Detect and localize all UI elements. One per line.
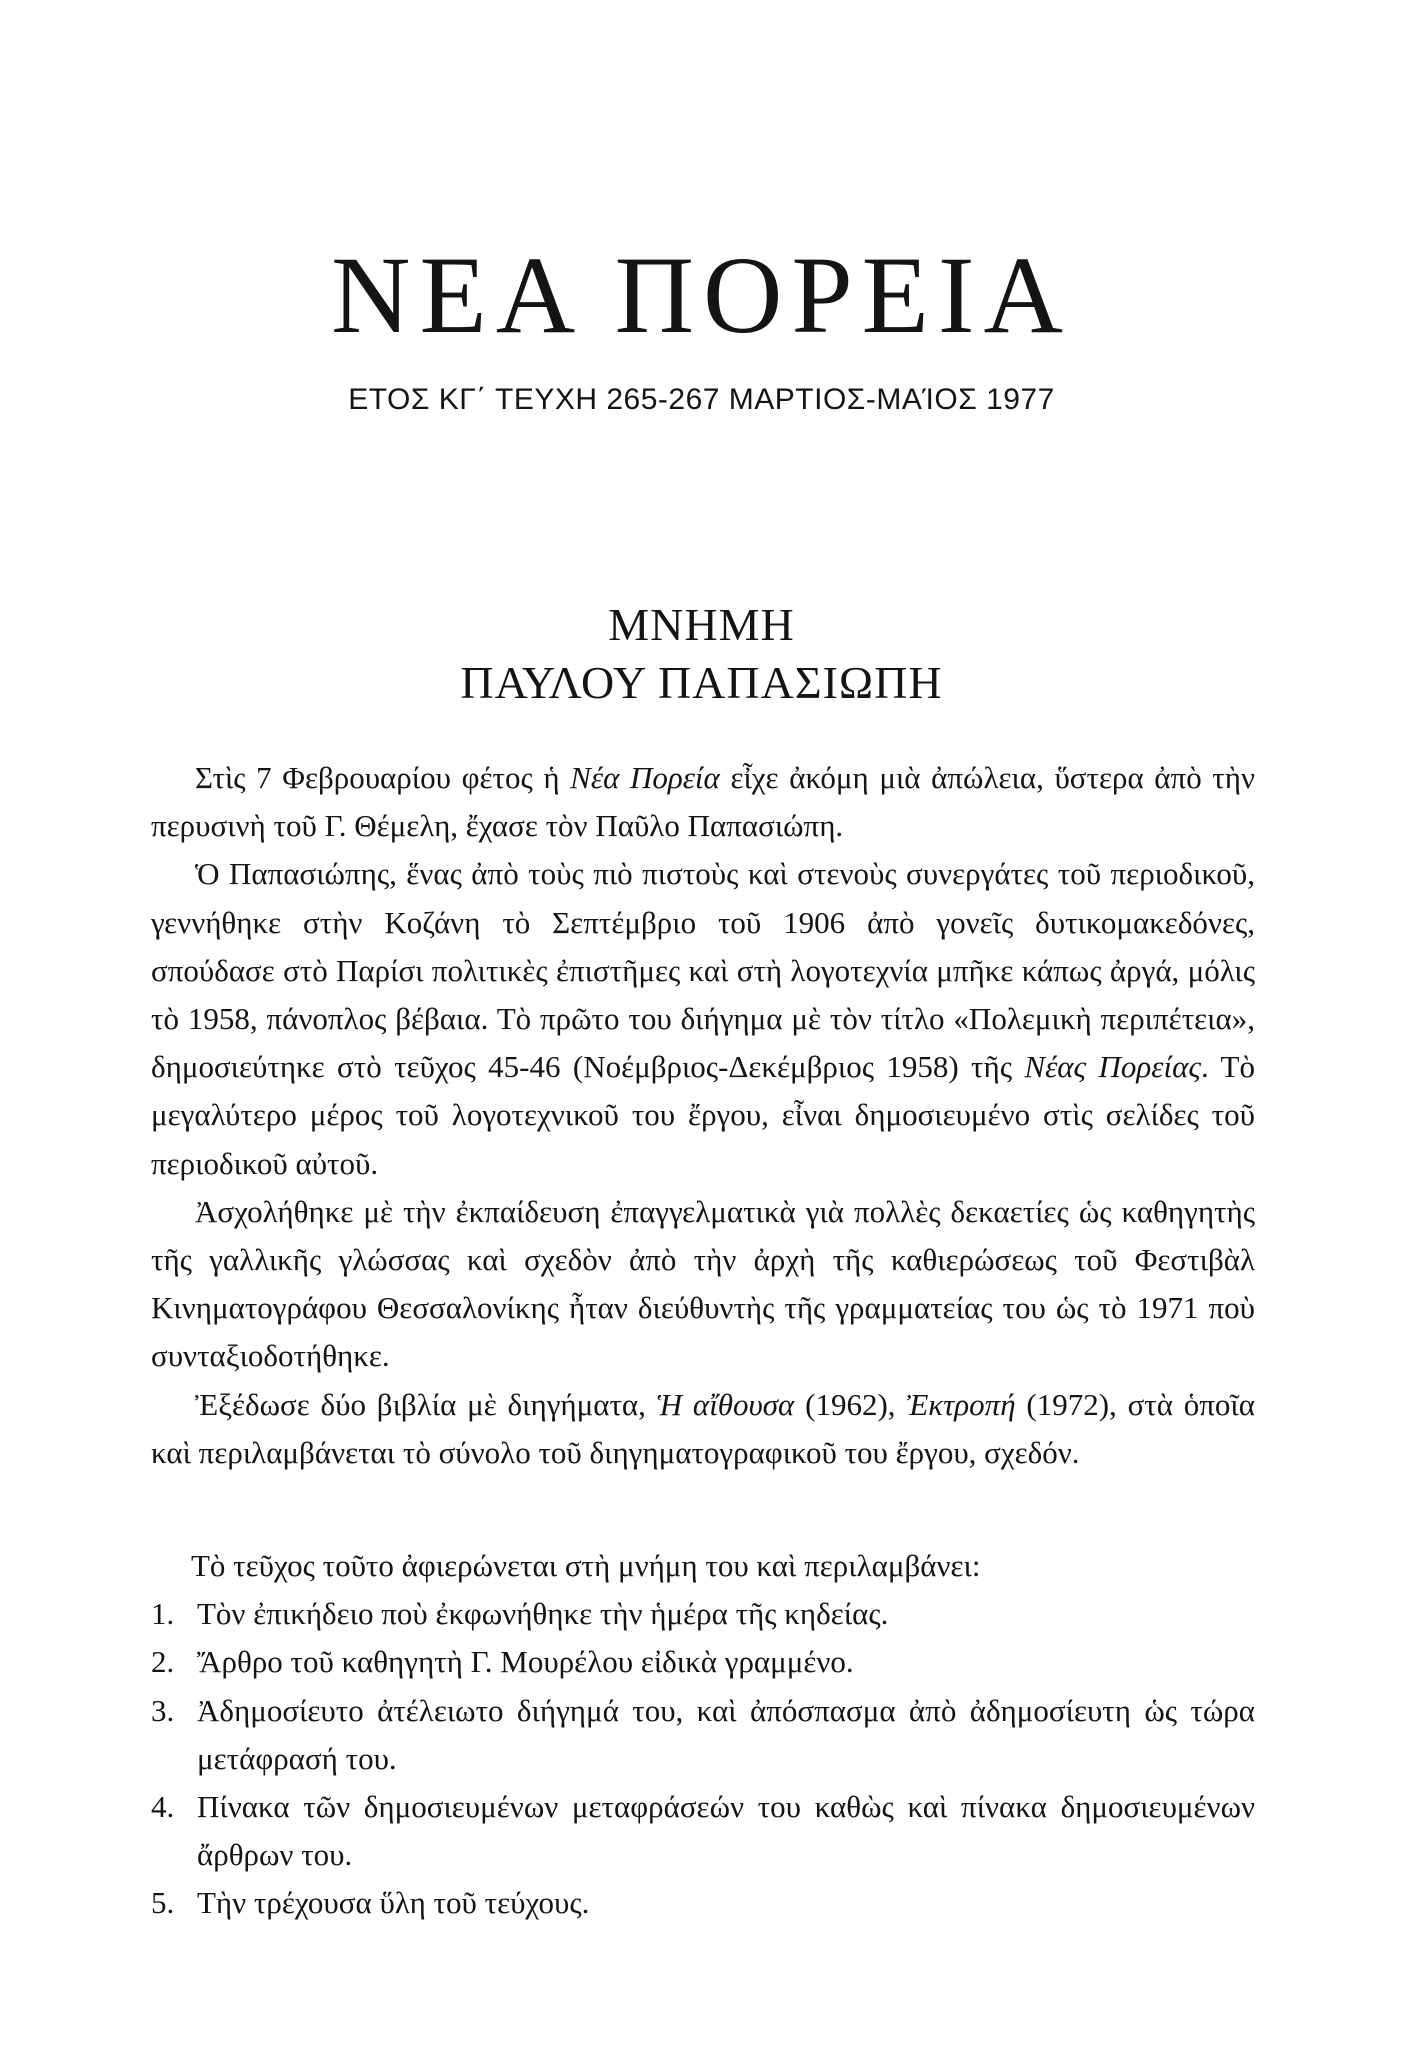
list-item-text: Τὸν ἐπικήδειο ποὺ ἐκφωνήθηκε τὴν ἡμέρα τῆς κηδείας.: [197, 1596, 889, 1632]
paragraph-1: [151, 754, 1255, 850]
memorial-heading-line-1: ΜΝΗΜΗ: [608, 599, 795, 650]
journal-name-italic: Νέα Πορεία: [570, 760, 720, 795]
contents-intro: Τὸ τεῦχος τοῦτο ἀφιερώνεται στὴ μνήμη του καὶ περιλαμβάνει:: [191, 1548, 981, 1583]
journal-title: ΝΕΑ ΠΟΡΕΙΑ: [331, 234, 1072, 356]
list-item: [151, 1879, 1255, 1927]
list-item-text: Πίνακα τῶν δημοσιευμένων μεταφράσεών του καθὼς καὶ πίνακα δημοσιευμένων ἄρθρων του.: [197, 1789, 1255, 1873]
list-item: [151, 1687, 1255, 1783]
paragraph-3: Ἀσχολήθηκε μὲ τὴν ἐκπαίδευση ἐπαγγελματικὰ γιὰ πολλὲς δεκαετίες ὡς καθηγητὴς τῆς γαλλικῆς γλώσσας καὶ σχεδὸν ἀπὸ τὴν ἀρχὴ τῆς καθιερώσεως τοῦ Φεστιβὰλ Κινηματογράφου Θεσσαλονίκης ἦταν διεύθυντὴς τῆς γραμματείας του ὡς τὸ 1971 ποὺ συνταξιοδοτήθηκε.: [151, 1193, 1255, 1374]
list-item-number: 2.: [151, 1644, 175, 1680]
list-item: [151, 1590, 1255, 1638]
contents-section: [151, 1542, 1255, 1928]
journal-name-italic: Νέας Πορείας: [1024, 1049, 1201, 1085]
book-title-italic: Ἐκτροπή: [906, 1386, 1016, 1422]
paragraph-4-text-c: (1962),: [794, 1386, 907, 1422]
book-title-italic: Ἡ αἴθουσα: [656, 1386, 795, 1422]
list-item-text: Τὴν τρέχουσα ὕλη τοῦ τεύχους.: [197, 1885, 590, 1921]
issue-info: ΕΤΟΣ ΚΓ΄ ΤΕΥΧΗ 265-267 ΜΑΡΤΙΟΣ-ΜΑΊΟΣ 1977: [348, 383, 1055, 416]
paragraph-4: [151, 1381, 1255, 1477]
paragraph-1-text-c: εἶχε ἀκόμη μιὰ ἀπώλεια, ὕστερα ἀπὸ τὴν περυσινὴ τοῦ Γ. Θέμελη, ἔχασε τὸν Παῦλο Παπασιώπη.: [151, 760, 1255, 844]
contents-list: [151, 1590, 1255, 1927]
list-item-number: 3.: [151, 1692, 175, 1728]
paragraph-1-text-a: Στὶς 7 Φεβρουαρίου φέτος ἡ: [195, 760, 571, 795]
memorial-heading-line-2: ΠΑΥΛΟΥ ΠΑΠΑΣΙΩΠΗ: [460, 657, 943, 708]
list-item: [151, 1638, 1255, 1686]
list-item-number: 4.: [151, 1789, 175, 1825]
list-item-number: 5.: [151, 1885, 175, 1921]
paragraph-2-text-c: . Τὸ μεγαλύτερο μέρος τοῦ λογοτεχνικοῦ του ἔργου, εἶναι δημοσιευμένο στὶς σελίδες τοῦ περιοδικοῦ αὐτοῦ.: [151, 1049, 1255, 1181]
list-item: [151, 1783, 1255, 1879]
list-item-number: 1.: [151, 1596, 175, 1632]
article-body: [151, 754, 1255, 1477]
paragraph-4-text-e: (1972), στὰ ὁποῖα καὶ περιλαμβάνεται τὸ σύνολο τοῦ διηγηματογραφικοῦ του ἔργου, σχεδόν.: [151, 1386, 1256, 1470]
paragraph-2: [151, 850, 1255, 1187]
list-item-text: Ἀδημοσίευτο ἀτέλειωτο διήγημά του, καὶ ἀπόσπασμα ἀπὸ ἀδημοσίευτη ὡς τώρα μετάφρασή του.: [197, 1692, 1255, 1776]
list-item-text: Ἄρθρο τοῦ καθηγητὴ Γ. Μουρέλου εἰδικὰ γραμμένο.: [197, 1644, 854, 1680]
paragraph-2-text-a: Ὁ Παπασιώπης, ἕνας ἀπὸ τοὺς πιὸ πιστοὺς καὶ στενοὺς συνεργάτες τοῦ περιοδικοῦ, γεννήθηκε στὴν Κοζάνη τὸ Σεπτέμβριο τοῦ 1906 ἀπὸ γονεῖς δυτικομακεδόνες, σπούδασε στὸ Παρίσι πολιτικὲς ἐπιστῆμες καὶ στὴ λογοτεχνία μπῆκε κάπως ἀργά, μόλις τὸ 1958, πάνοπλος βέβαια. Τὸ πρῶτο του διήγημα μὲ τὸν τίτλο «Πολεμικὴ περιπέτεια», δημοσιεύτηκε στὸ τεῦχος 45-46 (Νοέμβριος-Δεκέμβριος 1958) τῆς: [151, 856, 1255, 1085]
memorial-heading: [0, 596, 1403, 712]
paragraph-4-text-a: Ἐξέδωσε δύο βιβλία μὲ διηγήματα,: [195, 1386, 657, 1422]
